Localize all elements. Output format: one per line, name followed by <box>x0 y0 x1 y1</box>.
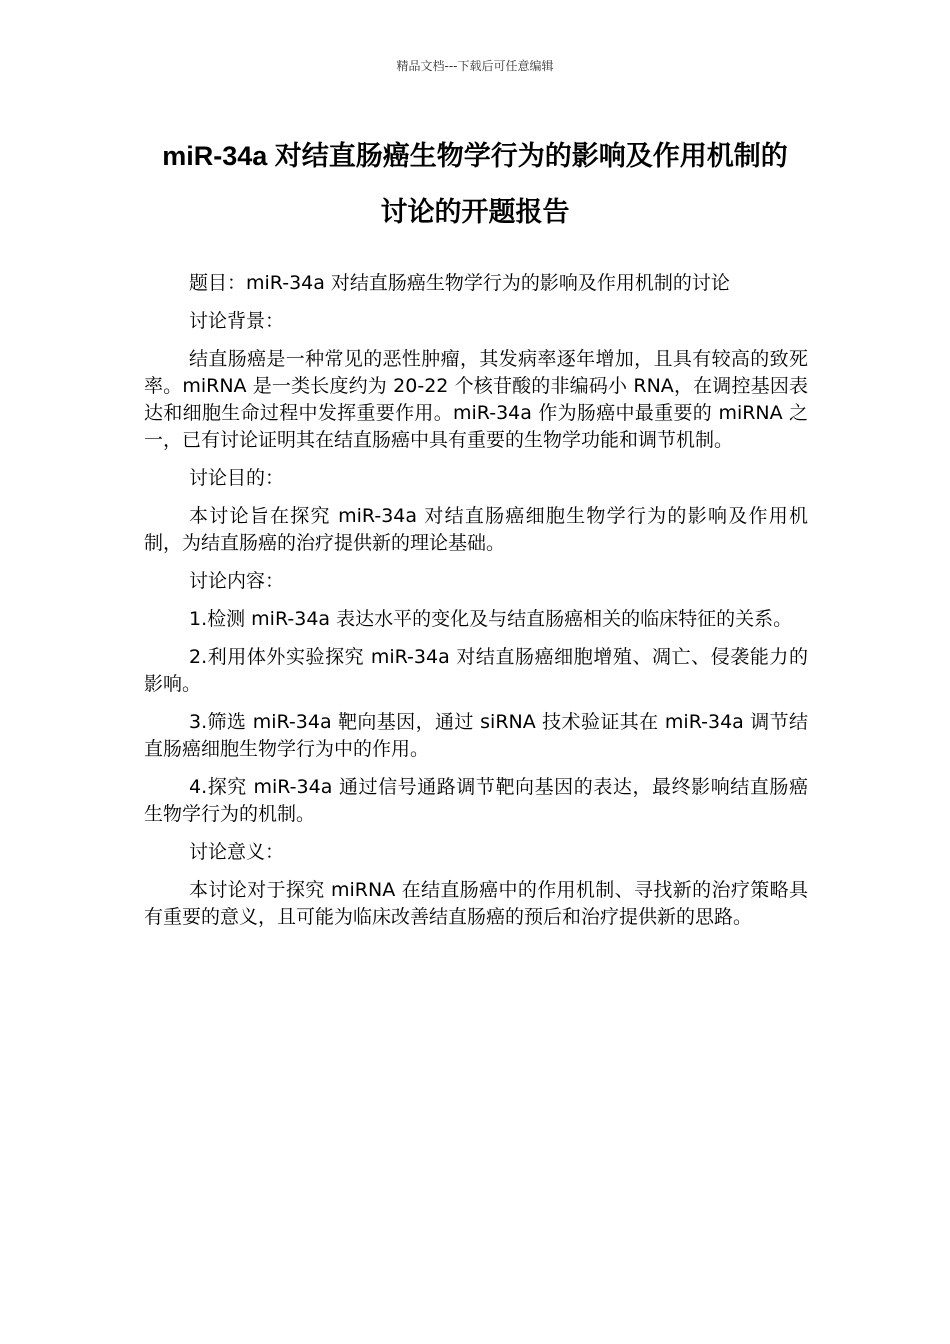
significance-paragraph: 本讨论对于探究 miRNA 在结直肠癌中的作用机制、寻找新的治疗策略具有重要的意义，且可能为临床改善结直肠癌的预后和治疗提供新的思路。 <box>144 879 808 928</box>
page-header: 精品文档---下载后可任意编辑 <box>396 59 554 73</box>
background-paragraph: 结直肠癌是一种常见的恶性肿瘤，其发病率逐年增加，且具有较高的致死率。miRNA 是一类长度约为 20-22 个核苷酸的非编码小 RNA，在调控基因表达和细胞生命过程中发挥重要作用。miR-34a 作为肠癌中最重要的 miRNA 之一，已有讨论证明其在结直肠癌中具有重要的生物学功能和调节机制。 <box>144 348 808 451</box>
document-title <box>140 128 810 240</box>
content-item-1: 1.检测 miR-34a 表达水平的变化及与结直肠癌相关的临床特征的关系。 <box>189 608 793 630</box>
title-line-1: miR-34a 对结直肠癌生物学行为的影响及作用机制的 <box>162 141 788 171</box>
content-item-4: 4.探究 miR-34a 通过信号通路调节靶向基因的表达，最终影响结直肠癌生物学行为的机制。 <box>144 776 808 825</box>
content-item-2: 2.利用体外实验探究 miR-34a 对结直肠癌细胞增殖、凋亡、侵袭能力的影响。 <box>144 646 808 695</box>
section-heading-significance: 讨论意义： <box>189 841 285 863</box>
section-heading-background: 讨论背景： <box>189 310 285 332</box>
topic-line: 题目：miR-34a 对结直肠癌生物学行为的影响及作用机制的讨论 <box>189 272 730 294</box>
purpose-paragraph: 本讨论旨在探究 miR-34a 对结直肠癌细胞生物学行为的影响及作用机制，为结直肠癌的治疗提供新的理论基础。 <box>144 505 808 554</box>
title-line-2: 讨论的开题报告 <box>380 197 570 227</box>
document-body <box>144 270 808 942</box>
section-heading-content: 讨论内容： <box>189 570 285 592</box>
section-heading-purpose: 讨论目的： <box>189 467 285 489</box>
content-item-3: 3.筛选 miR-34a 靶向基因，通过 siRNA 技术验证其在 miR-34a 调节结直肠癌细胞生物学行为中的作用。 <box>144 711 808 760</box>
